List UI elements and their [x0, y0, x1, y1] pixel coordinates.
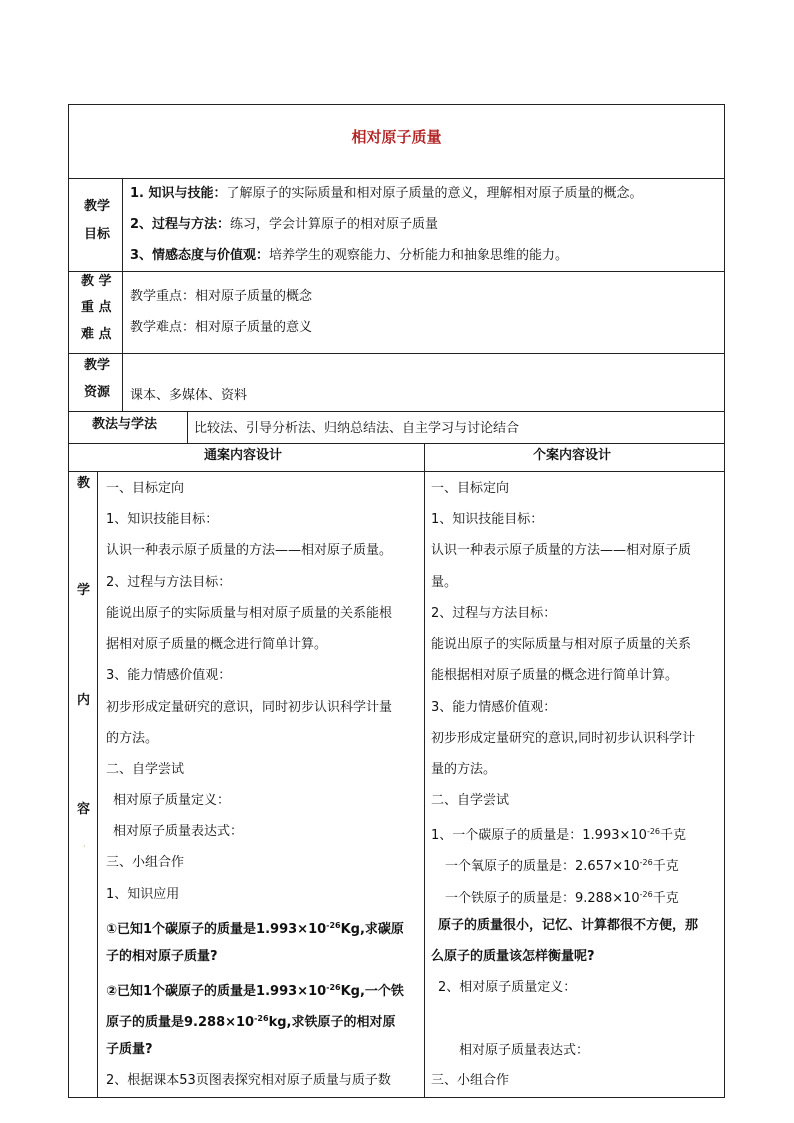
- resources-text: 课本、多媒体、资料: [130, 388, 248, 403]
- content-line: 么原子的质量该怎样衡量呢?: [431, 949, 595, 964]
- content-line: 原子的质量是$9.288\times 10^{-26}kg$,求铁原子的相对原: [106, 1014, 396, 1030]
- resources-label: 资源: [84, 385, 111, 400]
- col-divider: [97, 471, 98, 1098]
- content-line: 1、知识技能目标：: [431, 512, 544, 527]
- content-line: 2、过程与方法目标：: [106, 575, 232, 590]
- content-line: 1、知识技能目标：: [106, 512, 219, 527]
- content-line: 据相对原子质量的概念进行简单计算。: [106, 637, 328, 652]
- content-line: 初步形成定量研究的意识,同时初步认识科学计: [431, 731, 696, 746]
- content-line: 能根据相对原子质量的概念进行简单计算。: [431, 668, 679, 683]
- content-line: 认识一种表示原子质量的方法——相对原子质: [431, 543, 692, 558]
- row-divider: [68, 271, 725, 272]
- content-line: 相对原子质量表达式：: [113, 824, 244, 839]
- goal-item: 1. 知识与技能：了解原子的实际质量和相对原子质量的意义，理解相对原子质量的概念。: [130, 186, 643, 201]
- col-divider: [424, 443, 425, 1098]
- content-line: 一、目标定向: [431, 481, 510, 496]
- side-label-char: 教: [77, 476, 91, 491]
- method-text: 比较法、引导分析法、归纳总结法、自主学习与讨论结合: [194, 421, 520, 436]
- content-line: 2、相对原子质量定义：: [438, 980, 577, 995]
- content-line: 二、自学尝试: [106, 762, 185, 777]
- content-line: 2、过程与方法目标：: [431, 606, 557, 621]
- col-divider: [187, 411, 188, 443]
- col-divider: [122, 178, 123, 411]
- content-line: 原子的质量很小，记忆、计算都很不方便，那: [438, 918, 699, 933]
- content-line: 3、能力情感价值观：: [431, 700, 557, 715]
- keypoint-item: 教学重点：相对原子质量的概念: [130, 289, 313, 304]
- content-line: 1、知识应用: [106, 887, 180, 902]
- method-label: 教法与学法: [92, 417, 158, 432]
- content-line: 1、一个碳原子的质量是：$1.993\times 10^{-26}$千克: [431, 827, 687, 843]
- content-line: 量。: [431, 575, 458, 590]
- side-label-char: 容: [77, 802, 91, 817]
- content-line: 三、小组合作: [106, 855, 185, 870]
- content-line: 2、根据课本53页图表探究相对原子质量与质子数: [106, 1073, 391, 1088]
- row-divider: [68, 353, 725, 354]
- keypoints-label: 教 学: [81, 274, 112, 289]
- resources-label: 教学: [84, 358, 111, 373]
- col-header-left: 通案内容设计: [204, 448, 283, 463]
- content-line: 认识一种表示原子质量的方法——相对原子质量。: [106, 543, 393, 558]
- content-line: 相对原子质量定义：: [113, 793, 231, 808]
- side-label-char: 学: [77, 583, 91, 598]
- content-line: 相对原子质量表达式：: [459, 1043, 590, 1058]
- content-line: 子的相对原子质量?: [106, 949, 218, 964]
- keypoints-label: 难 点: [81, 327, 112, 342]
- content-line: ②已知1个碳原子的质量是$1.993\times 10^{-26}Kg$,一个铁: [106, 983, 404, 999]
- content-line: 初步形成定量研究的意识，同时初步认识科学计量: [106, 700, 393, 715]
- row-divider: [68, 411, 725, 412]
- content-line: 能说出原子的实际质量与相对原子质量的关系能根: [106, 606, 393, 621]
- content-line: ①已知1个碳原子的质量是$1.993\times 10^{-26}Kg$,求碳原: [106, 921, 404, 937]
- keypoints-label: 重 点: [81, 300, 112, 315]
- goals-label: 教学: [84, 199, 111, 214]
- content-line: 一、目标定向: [106, 481, 185, 496]
- content-line: 一个氧原子的质量是：$2.657\times 10^{-26}$千克: [445, 858, 679, 874]
- side-label-char: 内: [77, 693, 91, 708]
- content-line: 3、能力情感价值观：: [106, 668, 232, 683]
- content-line: 子质量?: [106, 1042, 153, 1057]
- content-line: 三、小组合作: [431, 1073, 510, 1088]
- content-line: 一个铁原子的质量是：$9.288\times 10^{-26}$千克: [445, 890, 679, 906]
- goal-item: 2、过程与方法：练习，学会计算原子的相对原子质量: [130, 217, 439, 232]
- col-header-right: 个案内容设计: [533, 448, 612, 463]
- page-title: 相对原子质量: [351, 128, 442, 146]
- keypoint-item: 教学难点：相对原子质量的意义: [130, 320, 313, 335]
- row-divider: [68, 178, 725, 179]
- goals-label: 目标: [84, 227, 111, 242]
- row-divider: [68, 471, 725, 472]
- row-divider: [68, 443, 725, 444]
- content-line: 量的方法。: [431, 762, 497, 777]
- content-line: 的方法。: [106, 731, 159, 746]
- content-line: 能说出原子的实际质量与相对原子质量的关系: [431, 637, 692, 652]
- content-line: 二、自学尝试: [431, 793, 510, 808]
- marker-dot: ·: [83, 842, 86, 851]
- goal-item: 3、情感态度与价值观：培养学生的观察能力、分析能力和抽象思维的能力。: [130, 248, 569, 263]
